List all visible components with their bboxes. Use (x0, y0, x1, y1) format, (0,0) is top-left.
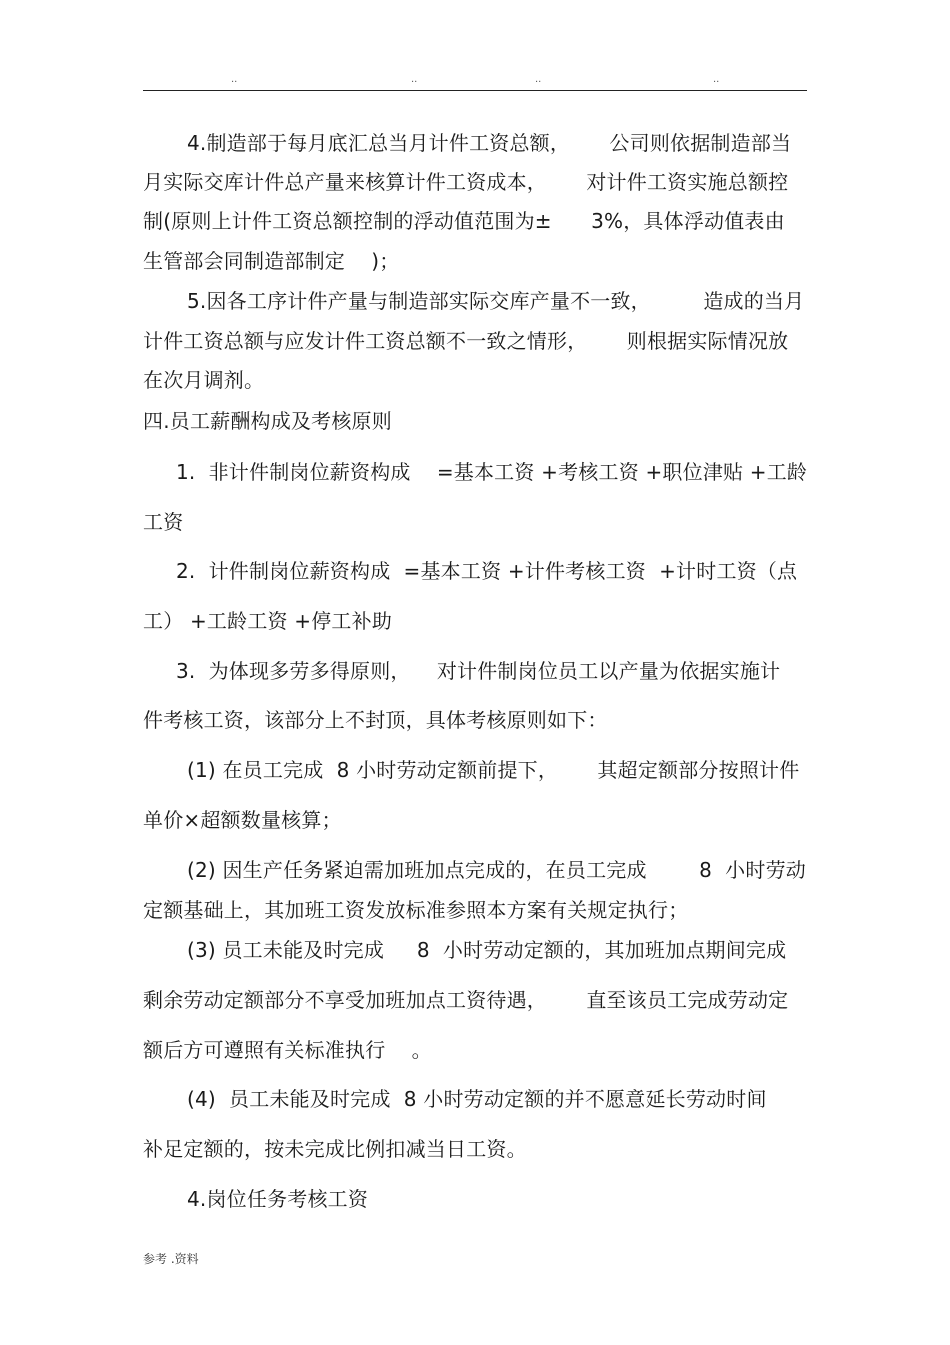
header-mark: .. (535, 74, 542, 85)
paragraph-line: 剩余劳动定额部分不享受加班加点工资待遇， 直至该员工完成劳动定 (143, 988, 789, 1012)
page-footer: 参考 .资料 (143, 1252, 199, 1266)
paragraph-line: 在次月调剂。 (143, 368, 265, 392)
paragraph-line: 月实际交库计件总产量来核算计件工资成本， 对计件工资实施总额控 (143, 170, 789, 194)
paragraph-line: (1) 在员工完成 8 小时劳动定额前提下， 其超定额部分按照计件 (187, 758, 800, 782)
header-mark: .. (713, 74, 720, 85)
paragraph-line: 额后方可遵照有关标准执行 。 (143, 1038, 432, 1062)
paragraph-line: 5.因各工序计件产量与制造部实际交库产量不一致， 造成的当月 (187, 289, 805, 313)
paragraph-line: 计件工资总额与应发计件工资总额不一致之情形， 则根据实际情况放 (143, 329, 789, 353)
paragraph-line: 单价×超额数量核算； (143, 808, 342, 832)
paragraph-line: (4) 员工未能及时完成 8 小时劳动定额的并不愿意延长劳动时间 (187, 1087, 767, 1111)
paragraph-line: 4.岗位任务考核工资 (187, 1187, 369, 1211)
paragraph-line: (2) 因生产任务紧迫需加班加点完成的，在员工完成 8 小时劳动 (187, 858, 806, 882)
header-mark: .. (411, 74, 418, 85)
paragraph-line: 3. 为体现多劳多得原则， 对计件制岗位员工以产量为依据实施计 (176, 659, 781, 683)
paragraph-line: 定额基础上，其加班工资发放标准参照本方案有关规定执行； (143, 898, 689, 922)
section-heading: 四.员工薪酬构成及考核原则 (143, 409, 392, 433)
paragraph-line: 补足定额的，按未完成比例扣减当日工资。 (143, 1137, 527, 1161)
paragraph-line: 1. 非计件制岗位薪资构成 =基本工资 +考核工资 +职位津贴 +工龄 (176, 460, 808, 484)
paragraph-line: 4.制造部于每月底汇总当月计件工资总额， 公司则依据制造部当 (187, 131, 792, 155)
paragraph-line: 件考核工资，该部分上不封顶，具体考核原则如下： (143, 708, 608, 732)
paragraph-line: 2. 计件制岗位薪资构成 =基本工资 +计件考核工资 +计时工资（点 (176, 559, 798, 583)
header-mark: .. (231, 74, 238, 85)
paragraph-line: 工） +工龄工资 +停工补助 (143, 609, 393, 633)
paragraph-line: 工资 (143, 510, 184, 534)
paragraph-line: 生管部会同制造部制定 )； (143, 249, 400, 273)
paragraph-line: (3) 员工未能及时完成 8 小时劳动定额的，其加班加点期间完成 (187, 938, 787, 962)
header-rule (143, 90, 807, 91)
paragraph-line: 制(原则上计件工资总额控制的浮动值范围为± 3%，具体浮动值表由 (143, 209, 785, 233)
header-marks (0, 74, 950, 86)
